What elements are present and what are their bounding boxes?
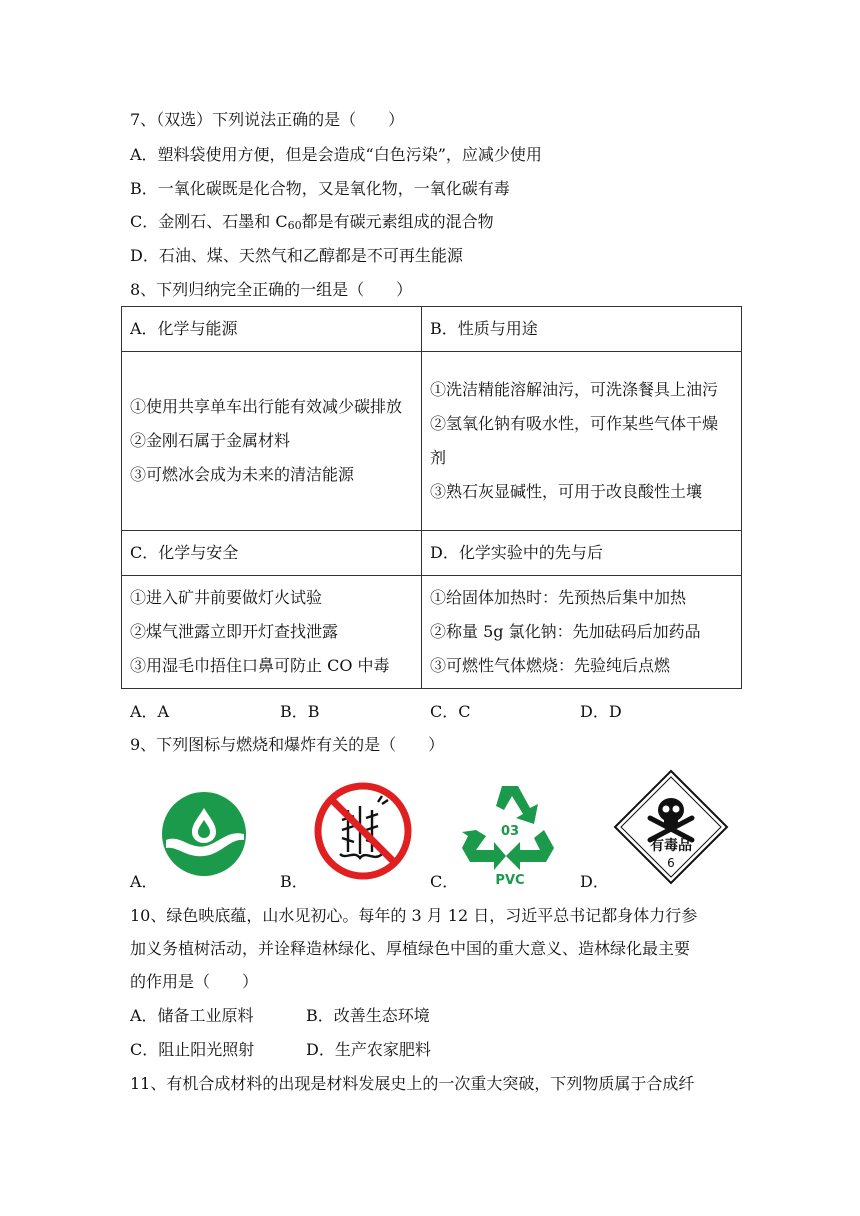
q8-b-item: ②氢氧化钠有吸水性，可作某些气体干燥剂 bbox=[430, 414, 719, 467]
q10-option-c: C．阻止阳光照射 bbox=[130, 1040, 255, 1059]
q11-stem: 11、有机合成材料的出现是材料发展史上的一次重大突破，下列物质属于合成纤 bbox=[130, 1074, 695, 1093]
q8-stem: 8、下列归纳完全正确的一组是（ ） bbox=[130, 280, 413, 299]
recycling-number: 03 bbox=[500, 824, 520, 839]
q8-cell-c-items bbox=[122, 576, 422, 689]
q8-a-item: ②金刚石属于金属材料 bbox=[130, 431, 291, 450]
q8-answer-b: B．B bbox=[280, 702, 320, 721]
q8-cell-a-title: A．化学与能源 bbox=[122, 307, 422, 352]
q8-d-item: ①给固体加热时：先预热后集中加热 bbox=[430, 588, 687, 607]
q7-stem: 7、（双选）下列说法正确的是（ ） bbox=[130, 110, 405, 129]
recycling-pvc-icon bbox=[460, 780, 560, 890]
q9-label-b: B． bbox=[280, 872, 308, 891]
q8-answer-options bbox=[130, 700, 730, 724]
q10-stem-line: 10、绿色映底蕴，山水见初心。每年的 3 月 12 日，习近平总书记都身体力行参 bbox=[130, 906, 698, 925]
toxic-hazard-icon bbox=[612, 768, 730, 886]
q8-c-item: ②煤气泄露立即开灯查找泄露 bbox=[130, 622, 339, 641]
q8-answer-c: C．C bbox=[430, 702, 471, 721]
q7-option-c-before: C．金刚石、石墨和 C bbox=[130, 212, 288, 231]
q10-option-b: B．改善生态环境 bbox=[306, 1006, 430, 1025]
q7-option-a: A．塑料袋使用方便，但是会造成“白色污染”，应减少使用 bbox=[130, 145, 542, 164]
q8-cell-c-title: C．化学与安全 bbox=[122, 531, 422, 576]
q7-option-d: D．石油、煤、天然气和乙醇都是不可再生能源 bbox=[130, 246, 463, 265]
q8-a-item: ①使用共享单车出行能有效减少碳排放 bbox=[130, 397, 403, 416]
q9-stem: 9、下列图标与燃烧和爆炸有关的是（ ） bbox=[130, 735, 445, 754]
q8-cell-a-items bbox=[122, 352, 422, 531]
q7-option-c-subscript: 60 bbox=[287, 219, 302, 232]
q8-b-item: ③熟石灰显碱性，可用于改良酸性土壤 bbox=[430, 482, 703, 501]
q8-a-item: ③可燃冰会成为未来的清洁能源 bbox=[130, 465, 355, 484]
q8-cell-d-items bbox=[422, 576, 742, 689]
q10-option-a: A．储备工业原料 bbox=[130, 1006, 254, 1025]
q8-answer-d: D．D bbox=[580, 702, 622, 721]
q7-option-c-after: 都是有碳元素组成的混合物 bbox=[301, 212, 494, 231]
toxic-class-number: 6 bbox=[667, 856, 675, 870]
q9-label-c: C． bbox=[430, 872, 459, 891]
q9-label-d: D． bbox=[580, 872, 609, 891]
q8-cell-d-title: D．化学实验中的先与后 bbox=[422, 531, 742, 576]
q8-answer-a: A．A bbox=[130, 702, 170, 721]
toxic-label: 有毒品 bbox=[650, 838, 692, 854]
q8-cell-b-title: B．性质与用途 bbox=[422, 307, 742, 352]
q10-stem-line: 加义务植树活动，并诠释造林绿化、厚植绿色中国的重大意义、造林绿化最主要 bbox=[130, 939, 691, 958]
q8-d-item: ②称量 5g 氯化钠：先加砝码后加药品 bbox=[430, 622, 701, 641]
q8-b-item: ①洗洁精能溶解油污，可洗涤餐具上油污 bbox=[430, 380, 719, 399]
no-fireworks-icon bbox=[312, 780, 414, 882]
q10-stem-line: 的作用是（ ） bbox=[130, 972, 259, 991]
recycling-label: PVC bbox=[495, 873, 525, 888]
q9-label-a: A． bbox=[130, 872, 158, 891]
q10-option-d: D．生产农家肥料 bbox=[306, 1040, 431, 1059]
q7-option-c bbox=[130, 210, 494, 238]
q8-cell-b-items bbox=[422, 352, 742, 531]
q7-option-b: B．一氧化碳既是化合物，又是氧化物，一氧化碳有毒 bbox=[130, 179, 510, 198]
q8-c-item: ①进入矿井前要做灯火试验 bbox=[130, 588, 323, 607]
q8-table bbox=[121, 306, 742, 689]
water-saving-icon bbox=[160, 790, 248, 878]
q8-d-item: ③可燃性气体燃烧：先验纯后点燃 bbox=[430, 656, 671, 675]
q8-c-item: ③用湿毛巾捂住口鼻可防止 CO 中毒 bbox=[130, 656, 390, 675]
